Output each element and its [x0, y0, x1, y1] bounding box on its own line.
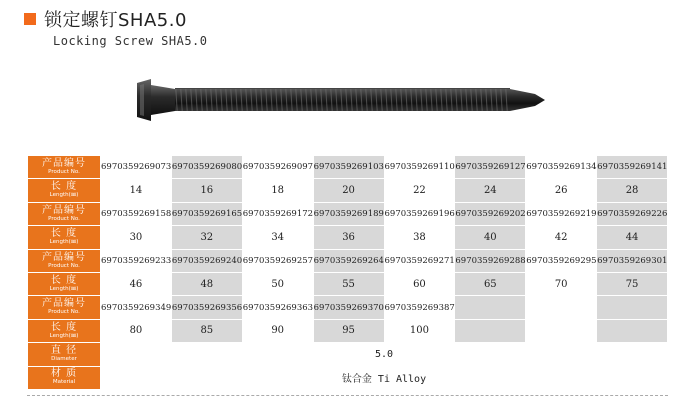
length-cell: 18: [242, 179, 313, 202]
title-marker-icon: [24, 13, 36, 25]
table-row: [28, 156, 668, 179]
length-cell: 75: [597, 272, 668, 295]
product-code-cell: 6970359269134: [526, 156, 597, 179]
length-cell: 85: [171, 319, 242, 342]
product-no-header: 产品编号 Product No.: [28, 249, 101, 272]
product-code-cell: [597, 296, 668, 319]
product-code-cell: 6970359269103: [313, 156, 384, 179]
product-code-cell: 6970359269219: [526, 202, 597, 225]
product-code-cell: 6970359269349: [101, 296, 172, 319]
material-header: 材 质 Material: [28, 366, 101, 389]
product-code-cell: 6970359269257: [242, 249, 313, 272]
table-row: [28, 319, 668, 342]
length-cell: 60: [384, 272, 455, 295]
diameter-row: [28, 343, 668, 366]
length-header: 长 度 Length(㎜): [28, 272, 101, 295]
product-code-cell: 6970359269356: [171, 296, 242, 319]
length-cell: 40: [455, 226, 526, 249]
length-cell: 90: [242, 319, 313, 342]
length-cell: 38: [384, 226, 455, 249]
length-cell: [455, 319, 526, 342]
length-cell: 24: [455, 179, 526, 202]
length-cell: 65: [455, 272, 526, 295]
product-code-cell: 6970359269226: [597, 202, 668, 225]
product-code-cell: 6970359269233: [101, 249, 172, 272]
product-code-cell: [526, 296, 597, 319]
table-row: [28, 226, 668, 249]
product-code-cell: 6970359269202: [455, 202, 526, 225]
table-row: [28, 249, 668, 272]
product-code-cell: 6970359269301: [597, 249, 668, 272]
product-code-cell: 6970359269288: [455, 249, 526, 272]
product-code-cell: 6970359269127: [455, 156, 526, 179]
product-no-header: 产品编号 Product No.: [28, 202, 101, 225]
length-cell: 80: [101, 319, 172, 342]
length-header: 长 度 Length(㎜): [28, 319, 101, 342]
length-cell: 70: [526, 272, 597, 295]
locking-screw-icon: [135, 76, 550, 124]
product-no-header: 产品编号 Product No.: [28, 156, 101, 179]
spec-table: [27, 155, 668, 390]
diameter-header: 直 径 Diameter: [28, 343, 101, 366]
length-header: 长 度 Length(㎜): [28, 226, 101, 249]
length-cell: 55: [313, 272, 384, 295]
product-code-cell: 6970359269165: [171, 202, 242, 225]
length-cell: 34: [242, 226, 313, 249]
length-cell: 46: [101, 272, 172, 295]
length-cell: 48: [171, 272, 242, 295]
product-code-cell: [455, 296, 526, 319]
page-title: 锁定螺钉SHA5.0: [44, 10, 187, 31]
product-code-cell: 6970359269141: [597, 156, 668, 179]
screw-image: [135, 76, 550, 124]
product-code-cell: 6970359269158: [101, 202, 172, 225]
product-no-header: 产品编号 Product No.: [28, 296, 101, 319]
product-code-cell: 6970359269271: [384, 249, 455, 272]
length-cell: 28: [597, 179, 668, 202]
table-row: [28, 272, 668, 295]
length-cell: 95: [313, 319, 384, 342]
length-cell: 50: [242, 272, 313, 295]
length-cell: 14: [101, 179, 172, 202]
product-code-cell: 6970359269387: [384, 296, 455, 319]
product-code-cell: 6970359269240: [171, 249, 242, 272]
page-subtitle: Locking Screw SHA5.0: [53, 34, 208, 48]
length-cell: 42: [526, 226, 597, 249]
length-cell: 100: [384, 319, 455, 342]
length-cell: 30: [101, 226, 172, 249]
product-code-cell: 6970359269196: [384, 202, 455, 225]
table-row: [28, 202, 668, 225]
length-cell: 44: [597, 226, 668, 249]
length-cell: [526, 319, 597, 342]
bottom-divider: [27, 395, 668, 396]
length-header: 长 度 Length(㎜): [28, 179, 101, 202]
product-code-cell: 6970359269080: [171, 156, 242, 179]
length-cell: 32: [171, 226, 242, 249]
product-code-cell: 6970359269295: [526, 249, 597, 272]
length-cell: [597, 319, 668, 342]
length-cell: 22: [384, 179, 455, 202]
product-code-cell: 6970359269073: [101, 156, 172, 179]
product-code-cell: 6970359269172: [242, 202, 313, 225]
product-code-cell: 6970359269264: [313, 249, 384, 272]
product-code-cell: 6970359269189: [313, 202, 384, 225]
material-value: 钛合金 Ti Alloy: [101, 366, 668, 389]
title-row: [24, 6, 187, 32]
product-code-cell: 6970359269363: [242, 296, 313, 319]
length-cell: 20: [313, 179, 384, 202]
product-code-cell: 6970359269097: [242, 156, 313, 179]
table-row: [28, 296, 668, 319]
product-code-cell: 6970359269110: [384, 156, 455, 179]
material-row: [28, 366, 668, 389]
length-cell: 16: [171, 179, 242, 202]
diameter-value: 5.0: [101, 343, 668, 366]
length-cell: 36: [313, 226, 384, 249]
table-row: [28, 179, 668, 202]
length-cell: 26: [526, 179, 597, 202]
product-code-cell: 6970359269370: [313, 296, 384, 319]
